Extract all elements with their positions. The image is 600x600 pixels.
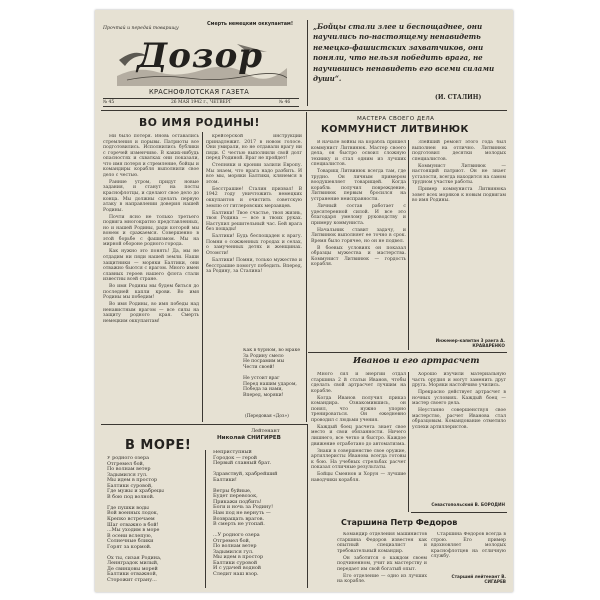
article-center-byline: (Передовая «Доз») bbox=[245, 414, 289, 419]
column-divider bbox=[408, 372, 409, 512]
article-center-para: Степняки и кронии залили Европу. Мы знаем, что врага надо разбить. И все мы, моряки Балтики, клянемся в этом. bbox=[206, 163, 302, 185]
article-ivanov-signature: Севастопольский В. БОРОДИН bbox=[431, 502, 505, 507]
poem-author-rank: Лейтенант bbox=[251, 428, 280, 434]
article-right-para: Начальник ставит задачу, и Литвинюк выполняет ее точно в срок. Время было горячее, но он не подвел. bbox=[311, 227, 406, 244]
column-divider bbox=[205, 450, 206, 588]
article-right-col1 bbox=[311, 140, 406, 350]
article-fedorov-para: Старшина Федоров всегда в строю. Его пример вдохновляет молодых краснофлотцев на отличную службу. bbox=[431, 532, 506, 560]
article-fedorov-para: Его отделение — одно из лучших на корабле. bbox=[337, 573, 427, 585]
article-fedorov-col1 bbox=[337, 532, 427, 588]
stalin-quote: „Бойцы стали злее и беспощаднее, они научились по-настоящему ненавидеть немецко-фашистских захватчиков, они поняли, что нельзя победить врага, не научившись ненавидеть его всеми силами души“. bbox=[313, 22, 495, 84]
article-ivanov-para: Хорошо изучили материальную часть орудия и могут заменить друг друга. Моряки настойчиво учились. bbox=[412, 372, 506, 389]
right-section-divider bbox=[307, 424, 308, 588]
article-ivanov-para: Когда Иванов получил приказ командира. Ознакомившись, он понял, что нужно упорно тренироваться. Он ежедневно проводил с людьми учения. bbox=[311, 395, 406, 423]
poem-author-name: Николай СНИГИРЕВ bbox=[217, 435, 281, 441]
column-divider bbox=[202, 132, 203, 422]
article-left-para: Ни было потеря. Вновь оставались стремления и порывы. Патриоты все подготовились. Исполнились бублики с горечей изменчиво. В каких-нибудь опасностях и схватках они показали, что имя потеря и стремление, бойцы и командиры корабля выполнили свое дело с честью. bbox=[103, 134, 199, 178]
article-left-para: Во имя Родины мы будем биться до последней капли крови. Во имя Родины мы победим! bbox=[103, 284, 199, 301]
article-center-poem: Как в бурном, во мраке За Родину смело Не посрамим мы Чести своей! Не устоит враг Перед нашим ударом, Победа за нами, Вперед, моряки! bbox=[243, 348, 301, 398]
article-center-para: крейсерской инструкции принадлежит. 2017 в новом голосе. Они умирали, но не отдавали врагу ни пяди. С честью выполнили свой долг перед Родиной. Враг не пройдет! bbox=[206, 134, 302, 162]
masthead-slogan: Смерть немецким оккупантам! bbox=[207, 22, 294, 27]
article-fedorov-para: Командир отделения машинистов старшина Федоров известен как опытный специалист и требовательный командир. bbox=[337, 532, 427, 554]
poem-column-1: У родного озера Отгремел бой, По волнам ветер Задымился гул. Мы идем в простор Балтики суровой, Где мужы и храбрецы В бою под волной. Где пушки воды Вой военных лодок, Крепко встречаем Шаг отважно в бой! ...Мы уходим в море В осени вслепую, Солнечные блики Горят за кормой. Ох ты, сизая Родина, Леннградок милый, Де свинцовы морей Балтики отважной, Сторожит страну... bbox=[107, 456, 164, 584]
masthead-title: Дозор bbox=[137, 36, 264, 76]
article-fedorov-headline: Старшина Петр Федоров bbox=[341, 518, 458, 527]
quote-divider bbox=[307, 20, 308, 106]
article-fedorov-para: Он заботится о каждом своем подчиненном, учит их мастерству и передает им свой богатый опыт. bbox=[337, 555, 427, 572]
article-ivanov-headline: Иванов и его артрасчет bbox=[353, 356, 480, 366]
article-right-para: Личный состав работает с удесятеренной силой. И все это благодаря умелому руководству и примеру коммуниста. bbox=[311, 204, 406, 226]
article-right-para: Коммунист Литвинюк — настоящий патриот. Он не знает усталости, всегда находится на самом трудном участке работы. bbox=[412, 163, 506, 186]
article-right-signature: Инженер-капитан 3 ранга А. КРАВАРЕНКО bbox=[435, 338, 505, 348]
issue-date: 26 МАЯ 1942 г., ЧЕТВЕРГ bbox=[171, 99, 232, 105]
article-right-col2 bbox=[412, 140, 506, 334]
masthead-greeting: Прочтай и передай товарищу bbox=[103, 26, 179, 31]
article-ivanov-para: Бойцы Смеянов и Хорун — лучшие наводчики корабля. bbox=[311, 472, 406, 483]
article-right-headline: КОММУНИСТ ЛИТВИНЮК bbox=[321, 124, 469, 135]
article-ivanov-col2 bbox=[412, 372, 506, 496]
article-center-col bbox=[206, 134, 302, 344]
article-right-para: В боевых условиях он показал образцы мужества и мастерства. Коммунист Литвинюк — гордость корабля. bbox=[311, 245, 406, 268]
article-left-para: Ранние утром, придут новые задания, и станут на посты краснофлотцы, и сделают свое дело до конца. Мы должны сделать первую атаку в направлении доверия нашей Родины. bbox=[103, 179, 199, 213]
quote-author: (И. СТАЛИН) bbox=[435, 94, 482, 101]
article-left-para: Почти ясно не только третьего подвига многократно представленных, но и нашей Родины, ради которой мы воюем и сражаемся. Совершенно в этой борьбе с фашизмом. Мы на мирной обороне родного города. bbox=[103, 214, 199, 248]
masthead-subtitle: КРАСНОФЛОТСКАЯ ГАЗЕТА bbox=[149, 88, 250, 96]
newspaper-page bbox=[95, 10, 513, 592]
masthead-rule-bottom bbox=[103, 106, 299, 107]
article-center-para: Балтики! Будь беспощаден к врагу. Помни о сожженных городах и селах, о замученных детях и женщинах. Отомсти! bbox=[206, 234, 302, 256]
article-left-para: Во имя Родины, во имя победы над ненавистным врагом — все силы на защиту родного края. Смерть немецким оккупантам! bbox=[103, 302, 199, 324]
article-center-para: Бесстрашие! Сталин призвал! В 1942 году уничтожить немецких оккупантов и очистить советскую землю от гитлеровских мерзавцев. bbox=[206, 186, 302, 209]
article-right-para: Товарищ Литвинюк всегда там, где трудно. Он личным примером воодушевляет товарищей. Когда корабль получил повреждение, Литвинюк первым бросился на устранение неисправности. bbox=[311, 169, 406, 202]
article-ivanov-para: Много сил и энергии отдал старшина 2 й статьи Иванов, чтобы сделать свой артрасчет лучшим на корабле. bbox=[311, 372, 406, 394]
article-ivanov-para: Прекрасно действует артрасчет в ночных условиях. Каждый боец — мастер своего дела. bbox=[412, 390, 506, 407]
article-fedorov-col2 bbox=[431, 532, 506, 570]
article-ivanov-para: Знаки в совершенстве свое оружие, артиллеристы Иванова всегда готовы к бою. На учебных стрельбах расчет показал отличные результаты. bbox=[311, 448, 406, 471]
article-left-para: Как нужно это понять! Да, мы не отдадим ни пяди нашей земли. Наши защитники — моряки Балтики, они отважно бьются с врагом. Много имен славных героев нашего флота стали известны всей стране. bbox=[103, 249, 199, 283]
poem-column-2: Неприступный Городок — герой Первый славный брат. Здравствуй, храбрейший Балтики! Ветры буйные, Будет перевозок, Прикажи подбить! Боги и ночь за Родину! Нам под не вернуть — Возвращать врагов. В смерть не утопай. ...У родного озера Отгремел бой, По волнам ветер Задымился гул. Мы идем в простор Балтики суровой И с удачей водной Следит наш взор. bbox=[213, 450, 278, 578]
issue-number: № 45 bbox=[103, 99, 115, 105]
section-rule bbox=[101, 424, 307, 425]
article-right-para: Злейший ремонт этого года был выполнен на отлично. Литвинюк подготовил десятки молодых специалистов. bbox=[412, 140, 506, 162]
right-section-divider bbox=[306, 112, 307, 422]
top-section-rule bbox=[101, 110, 507, 111]
article-fedorov-signature: Старший лейтенант В. СИГАРЕВ bbox=[451, 574, 506, 584]
issue-price: № 46 bbox=[279, 99, 291, 105]
poem-headline: В МОРЕ! bbox=[125, 438, 192, 453]
section-rule bbox=[308, 352, 507, 353]
article-left-col1 bbox=[103, 134, 199, 422]
column-divider bbox=[408, 140, 409, 350]
article-right-para: В начале войны на корабль пришел коммунист Литвинюк. Мастер своего дела, он быстро освоил сложную технику и стал одним из лучших специалистов. bbox=[311, 140, 406, 168]
article-right-kicker: МАСТЕРА СВОЕГО ДЕЛА bbox=[357, 116, 435, 122]
section-rule bbox=[411, 512, 507, 513]
article-ivanov-para: Каждый боец расчета знает свое место и свои обязанности. Ничего лишнего, все четко и быстро. Каждое движение отработано до автоматизма. bbox=[311, 424, 406, 447]
article-center-para: Балтики! Твое счастье, твоя жизнь, твоя Родина — все в твоих руках. Наступил решительный час. Бей врага без пощады! bbox=[206, 210, 302, 233]
article-center-para: Балтики! Помни, только мужество и бесстрашие помогут победить. Вперед, за Родину, за Сталина! bbox=[206, 257, 302, 275]
article-ivanov-para: Неустанно совершенствуя свое мастерство, расчет Иванова стал образцовым. Командование отметило успехи артиллеристов. bbox=[412, 408, 506, 430]
article-left-headline: ВО ИМЯ РОДИНЫ! bbox=[139, 116, 260, 129]
article-right-para: Пример коммуниста Литвинюка зовет всех моряков к новым подвигам во имя Родины. bbox=[412, 187, 506, 204]
